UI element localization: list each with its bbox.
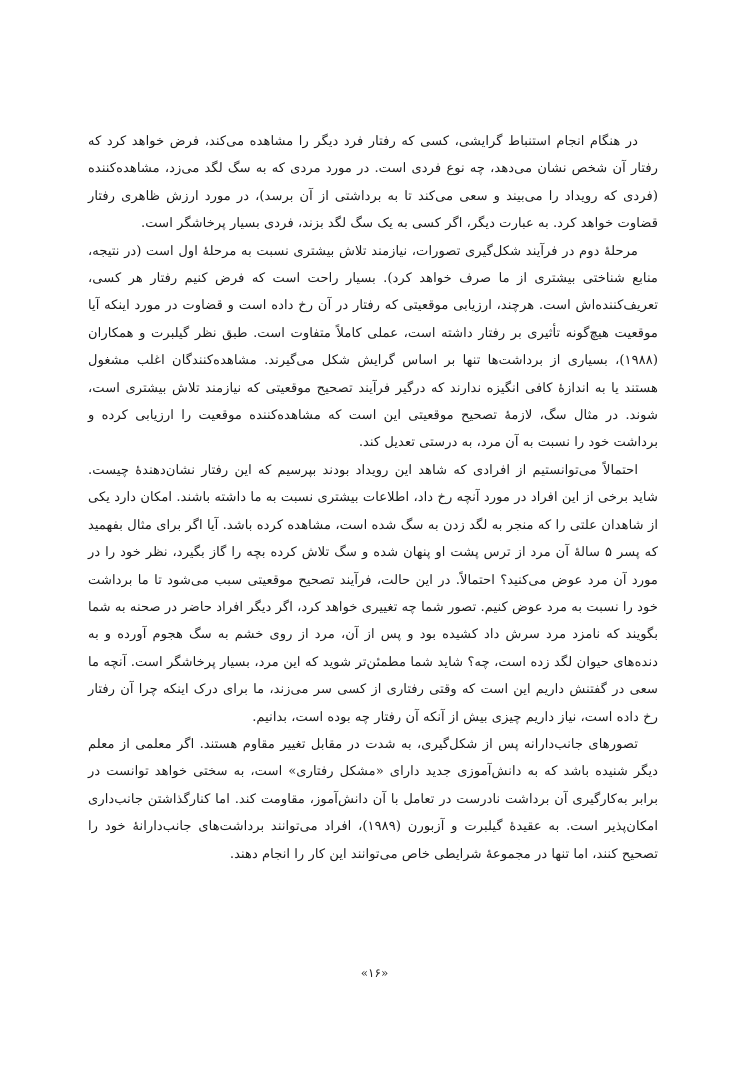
paragraph-1: در هنگام انجام استنباط گرایشی، کسی که رفتار فرد دیگر را مشاهده می‌کند، فرض خواهد کرد که رفتار آن شخص نشان می‌دهد، چه نوع فردی است. در مورد مردی که به سگ لگد می‌زد، مشاهده‌کننده (فردی که رویداد را می‌بیند و سعی می‌کند تا به برداشتی از آن برسد)، در مورد ارزش ظاهری رفتار قضاوت خواهد کرد. به عبارت دیگر، اگر کسی به یک سگ لگد بزند، فردی بسیار پرخاشگر است.	[88, 134, 658, 232]
body-text	[88, 128, 658, 868]
page-number: «۱۶»	[360, 966, 389, 980]
paragraph-2: مرحلهٔ دوم در فرآیند شکل‌گیری تصورات، نیازمند تلاش بیشتری نسبت به مرحلهٔ اول است (در نتیجه، منابع شناختی بیشتری از ما صرف خواهد کرد). بسیار راحت است که فرض کنیم رفتار هر کسی، تعریف‌کننده‌اش است. هرچند، ارزیابی موقعیتی که رفتار در آن رخ داده است و قضاوت در مورد اینکه آیا موقعیت هیچ‌گونه تأثیری بر رفتار داشته است، عملی کاملاً متفاوت است. طبق نظر گیلبرت و همکاران (۱۹۸۸)، بسیاری از برداشت‌ها تنها بر اساس گرایش شکل می‌گیرند. مشاهده‌کنندگان اغلب مشغول هستند یا به اندازهٔ کافی انگیزه ندارند که درگیر فرآیند تصحیح موقعیتی که نیازمند تلاش بیشتری است، شوند. در مثال سگ، لازمهٔ تصحیح موقعیتی این است که مشاهده‌کننده موقعیت را ارزیابی کرده و برداشت خود را نسبت به آن مرد، به درستی تعدیل کند.	[88, 243, 658, 451]
paragraph-3: احتمالاً می‌توانستیم از افرادی که شاهد این رویداد بودند بپرسیم که این رفتار نشان‌دهندهٔ چیست. شاید برخی از این افراد در مورد آنچه رخ داد، اطلاعات بیشتری نسبت به ما داشته باشند. امکان دارد یکی از شاهدان علتی را که منجر به لگد زدن به سگ شده است، مشاهده کرده باشد. آیا اگر برای مثال بفهمید که پسر ۵ سالهٔ آن مرد از ترس پشت او پنهان شده و سگ تلاش کرده بچه را گاز بگیرد، نظر خود را در مورد آن مرد عوض می‌کنید؟ احتمالاً. در این حالت، فرآیند تصحیح موقعیتی سبب می‌شود تا ما برداشت خود را نسبت به مرد عوض کنیم. تصور شما چه تغییری خواهد کرد، اگر دیگر افراد حاضر در صحنه به شما بگویند که نامزد مرد سرش داد کشیده بود و پس از آن، مرد از روی خشم به سگ هجوم آورده و به دنده‌های حیوان لگد زده است، چه؟ شاید شما مطمئن‌تر شوید که این مرد، بسیار پرخاشگر است. آنچه ما سعی در گفتنش داریم این است که وقتی رفتاری از کسی سر می‌زند، ما برای درک اینکه چرا آن رفتار رخ داده است، نیاز داریم چیزی بیش از آنکه آن رفتار چه بوده است، بدانیم.	[88, 462, 658, 725]
paragraph-4: تصورهای جانب‌دارانه پس از شکل‌گیری، به شدت در مقابل تغییر مقاوم هستند. اگر معلمی از معلم دیگر شنیده باشد که به دانش‌آموزی جدید دارای «مشکل رفتاری» است، به سختی خواهد توانست در برابر به‌کارگیری آن برداشت نادرست در تعامل با آن دانش‌آموز، مقاومت کند. اما کنارگذاشتن جانب‌داری امکان‌پذیر است. به عقیدهٔ گیلبرت و آزبورن (۱۹۸۹)، افراد می‌توانند برداشت‌های جانب‌دارانهٔ خود را تصحیح کنند، اما تنها در مجموعهٔ شرایطی خاص می‌توانند این کار را انجام دهند.	[88, 736, 659, 862]
